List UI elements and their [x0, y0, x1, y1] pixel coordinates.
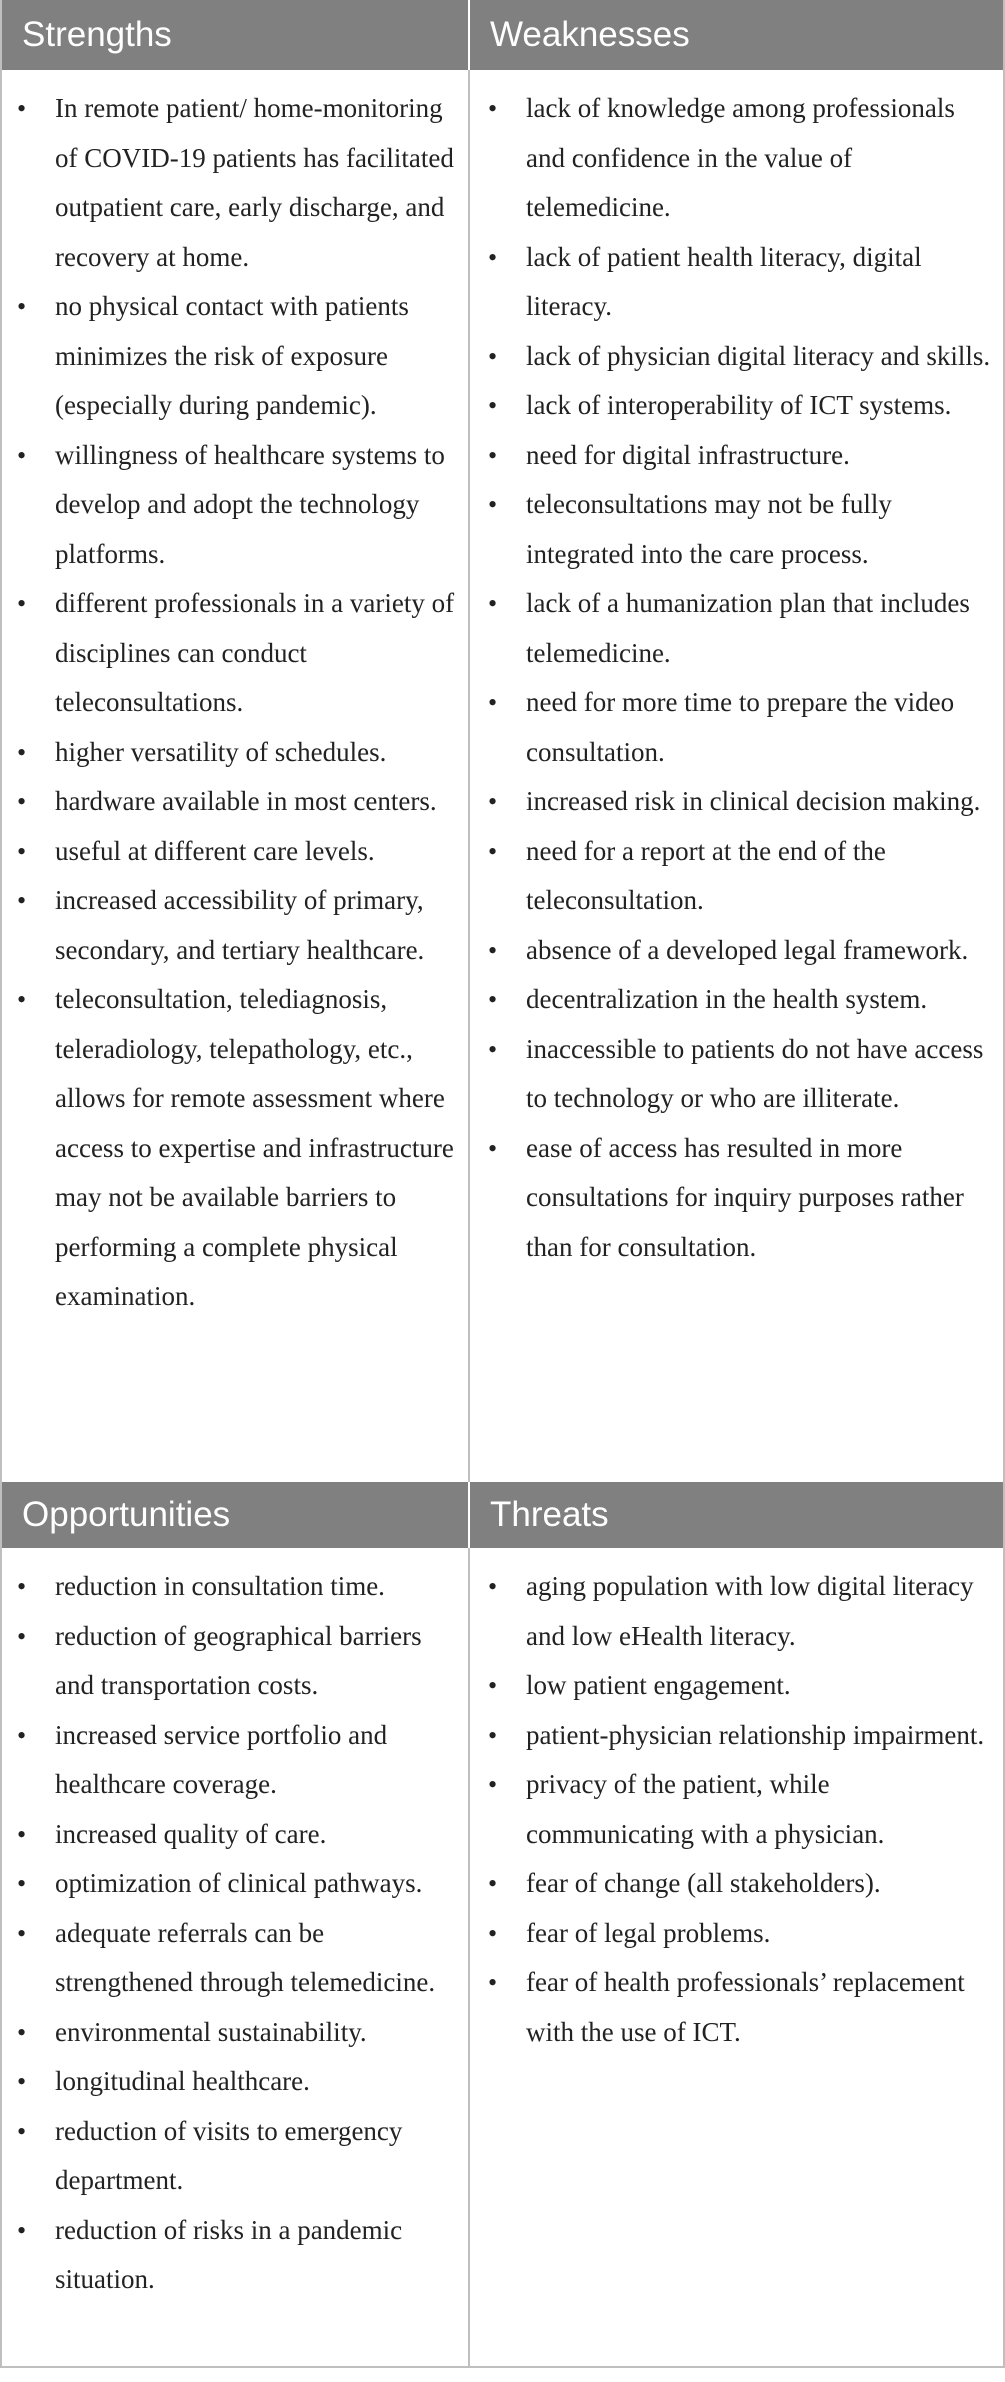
weaknesses-list	[470, 70, 1003, 1272]
opportunity-item: • reduction of visits to emergency department.	[17, 2107, 458, 2206]
weakness-item: • teleconsultations may not be fully integrated into the care process.	[488, 480, 993, 579]
strength-item: • higher versatility of schedules.	[17, 728, 458, 778]
weakness-item: • need for a report at the end of the teleconsultation.	[488, 827, 993, 926]
weakness-item: • decentralization in the health system.	[488, 975, 993, 1025]
weakness-item: • inaccessible to patients do not have access to technology or who are illiterate.	[488, 1025, 993, 1124]
weakness-item: • lack of interoperability of ICT systems.	[488, 381, 993, 431]
weakness-item: • lack of physician digital literacy and skills.	[488, 332, 993, 382]
strengths-header: Strengths	[2, 0, 470, 70]
weakness-item: • lack of a humanization plan that includes telemedicine.	[488, 579, 993, 678]
strength-item: • useful at different care levels.	[17, 827, 458, 877]
weakness-item: • ease of access has resulted in more consultations for inquiry purposes rather than for consultation.	[488, 1124, 993, 1273]
strength-item: • In remote patient/ home-monitoring of COVID-19 patients has facilitated outpatient care, early discharge, and recovery at home.	[17, 84, 458, 282]
strength-item: • no physical contact with patients minimizes the risk of exposure (especially during pandemic).	[17, 282, 458, 431]
opportunity-item: • optimization of clinical pathways.	[17, 1859, 458, 1909]
threat-item: • fear of legal problems.	[488, 1909, 993, 1959]
threat-item: • privacy of the patient, while communicating with a physician.	[488, 1760, 993, 1859]
opportunity-item: • reduction in consultation time.	[17, 1562, 458, 1612]
weakness-item: • absence of a developed legal framework.	[488, 926, 993, 976]
strengths-cell	[2, 70, 470, 1482]
header-row-bottom	[2, 1482, 1003, 1548]
body-row-bottom	[2, 1548, 1003, 2366]
opportunity-item: • reduction of risks in a pandemic situation.	[17, 2206, 458, 2305]
header-row-top	[2, 0, 1003, 70]
opportunity-item: • environmental sustainability.	[17, 2008, 458, 2058]
threat-item: • aging population with low digital literacy and low eHealth literacy.	[488, 1562, 993, 1661]
threats-header: Threats	[490, 1495, 609, 1534]
opportunities-list	[2, 1548, 468, 2305]
strength-item: • hardware available in most centers.	[17, 777, 458, 827]
threat-item: • fear of health professionals’ replacement with the use of ICT.	[488, 1958, 993, 2057]
body-row-top	[2, 70, 1003, 1482]
strength-item: • different professionals in a variety of disciplines can conduct teleconsultations.	[17, 579, 458, 728]
threats-cell	[470, 1548, 1003, 2366]
threat-item: • patient-physician relationship impairment.	[488, 1711, 993, 1761]
strength-item: • teleconsultation, telediagnosis, teleradiology, telepathology, etc., allows for remote assessment where access to expertise and infrastructure may not be available barriers to performing a complete physical examination.	[17, 975, 458, 1322]
opportunity-item: • reduction of geographical barriers and transportation costs.	[17, 1612, 458, 1711]
threats-list	[470, 1548, 1003, 2057]
opportunity-item: • longitudinal healthcare.	[17, 2057, 458, 2107]
weakness-item: • need for more time to prepare the video consultation.	[488, 678, 993, 777]
weaknesses-header: Weaknesses	[490, 15, 690, 54]
opportunities-cell	[2, 1548, 470, 2366]
opportunity-item: • adequate referrals can be strengthened through telemedicine.	[17, 1909, 458, 2008]
weakness-item: • lack of patient health literacy, digital literacy.	[488, 233, 993, 332]
strengths-list	[2, 70, 468, 1322]
opportunity-item: • increased quality of care.	[17, 1810, 458, 1860]
weaknesses-cell	[470, 70, 1003, 1482]
weakness-item: • increased risk in clinical decision making.	[488, 777, 993, 827]
opportunity-item: • increased service portfolio and healthcare coverage.	[17, 1711, 458, 1810]
opportunities-header: Opportunities	[2, 1482, 470, 1548]
threat-item: • low patient engagement.	[488, 1661, 993, 1711]
strength-item: • increased accessibility of primary, secondary, and tertiary healthcare.	[17, 876, 458, 975]
weakness-item: • lack of knowledge among professionals and confidence in the value of telemedicine.	[488, 84, 993, 233]
strength-item: • willingness of healthcare systems to develop and adopt the technology platforms.	[17, 431, 458, 580]
threat-item: • fear of change (all stakeholders).	[488, 1859, 993, 1909]
weakness-item: • need for digital infrastructure.	[488, 431, 993, 481]
